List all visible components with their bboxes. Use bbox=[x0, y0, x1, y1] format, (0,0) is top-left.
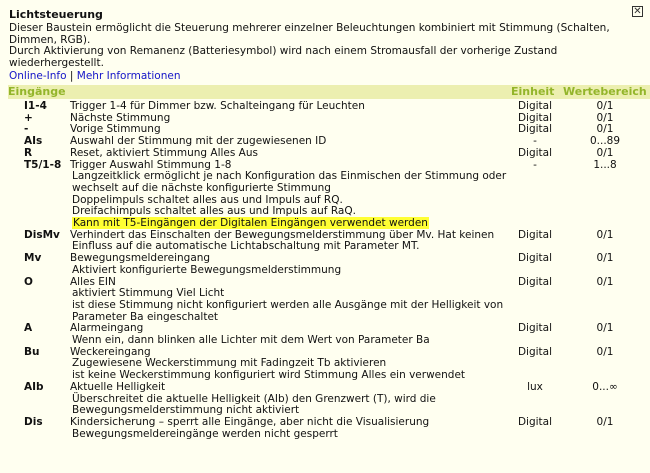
description-line: Dieser Baustein ermöglicht die Steuerung mehrerer einzelner Beleuchtungen kombiniert mit Stimmung (Schalten, bbox=[9, 22, 610, 34]
online-info-link[interactable]: Online-Info bbox=[9, 70, 67, 82]
panel-title: Lichtsteuerung bbox=[9, 8, 103, 21]
description-line: wiederhergestellt. bbox=[9, 57, 104, 70]
unit-cell: Digital bbox=[517, 275, 553, 288]
description-line bbox=[70, 265, 510, 277]
input-description bbox=[70, 277, 510, 324]
unit-cell: Digital bbox=[517, 345, 553, 358]
description-text: Bewegungsmeldereingänge werden nicht gesperrt bbox=[72, 427, 338, 440]
description-line: Dimmen, RGB). bbox=[9, 33, 91, 46]
highlighted-text: Kann mit T5-Eingängen der Digitalen Eingängen verwendet werden bbox=[73, 217, 428, 230]
input-code: Mv bbox=[24, 252, 42, 265]
unit-cell: Digital bbox=[517, 252, 553, 265]
range-cell: 0/1 bbox=[596, 111, 614, 124]
input-description bbox=[70, 417, 510, 440]
description-text: Trigger Auswahl Stimmung 1-8 bbox=[70, 158, 232, 171]
unit-cell: Digital bbox=[517, 123, 553, 136]
range-cell: 0/1 bbox=[596, 228, 614, 241]
range-cell: 0/1 bbox=[596, 146, 614, 159]
input-code: AIs bbox=[24, 135, 43, 148]
link-separator: | bbox=[69, 70, 74, 82]
unit-cell: Digital bbox=[517, 415, 553, 428]
table-header bbox=[8, 85, 650, 99]
description-text: Bewegungsmeldereingang bbox=[70, 252, 211, 265]
input-description bbox=[70, 323, 510, 346]
input-code: T5/1-8 bbox=[24, 158, 62, 171]
input-code: DisMv bbox=[24, 228, 60, 241]
description-text: Kindersicherung – sperrt alle Eingänge, aber nicht die Visualisierung bbox=[70, 415, 430, 428]
table-row bbox=[0, 347, 650, 382]
description-text: Aktiviert konfigurierte Bewegungsmelderstimmung bbox=[72, 263, 342, 276]
unit-cell: Digital bbox=[517, 322, 553, 335]
unit-cell: Digital bbox=[517, 146, 553, 159]
header-unit: Einheit bbox=[511, 85, 555, 98]
description-text: Zugewiesene Weckerstimmung mit Fadingzeit Tb aktivieren bbox=[72, 357, 387, 370]
range-cell: 0/1 bbox=[596, 275, 614, 288]
input-description bbox=[70, 382, 510, 417]
link-bar bbox=[9, 70, 181, 82]
input-description bbox=[70, 347, 510, 382]
range-cell: 1...8 bbox=[593, 158, 617, 171]
input-description bbox=[70, 160, 510, 230]
table-row bbox=[0, 323, 650, 346]
more-info-link[interactable]: Mehr Informationen bbox=[76, 70, 181, 82]
table-row bbox=[0, 230, 650, 253]
description-text: wechselt auf die nächste konfigurierte Stimmung bbox=[72, 181, 331, 194]
range-cell: 0/1 bbox=[596, 345, 614, 358]
input-description bbox=[70, 230, 510, 253]
input-code: I1-4 bbox=[24, 100, 47, 112]
description-text: ist keine Weckerstimmung konfiguriert wird Stimmung Alles ein verwendet bbox=[72, 369, 466, 382]
input-code: AIb bbox=[24, 380, 44, 393]
input-code: + bbox=[24, 111, 33, 124]
description-text: Weckereingang bbox=[70, 345, 151, 358]
description-text: Einfluss auf die automatische Lichtabschaltung mit Parameter MT. bbox=[72, 240, 420, 253]
description-text: Nächste Stimmung bbox=[70, 111, 171, 124]
header-range: Wertebereich bbox=[563, 85, 647, 98]
description-text: Dreifachimpuls schaltet alles aus und Impuls auf RaQ. bbox=[72, 205, 356, 218]
input-code: O bbox=[24, 275, 33, 288]
description-text: Aktuelle Helligkeit bbox=[70, 380, 166, 393]
range-cell: 0/1 bbox=[596, 252, 614, 265]
description bbox=[9, 23, 639, 70]
range-cell: 0/1 bbox=[596, 100, 614, 112]
range-cell: 0/1 bbox=[596, 322, 614, 335]
description-text: Trigger 1-4 für Dimmer bzw. Schalteingang für Leuchten bbox=[70, 100, 365, 112]
table-row bbox=[0, 160, 650, 230]
description-text: Auswahl der Stimmung mit der zugewiesenen ID bbox=[70, 135, 327, 148]
description-text: Verhindert das Einschalten der Bewegungsmelderstimmung über Mv. Hat keinen bbox=[70, 228, 495, 241]
table-row bbox=[0, 382, 650, 417]
description-text: ist diese Stimmung nicht konfiguriert werden alle Ausgänge mit der Helligkeit von bbox=[72, 298, 504, 311]
unit-cell: Digital bbox=[517, 111, 553, 124]
description-text: Überschreitet die aktuelle Helligkeit (AIb) den Grenzwert (T), wird die bbox=[72, 392, 436, 405]
table-row bbox=[0, 277, 650, 324]
description-text: Langzeitklick ermöglicht je nach Konfiguration das Einmischen der Stimmung oder bbox=[72, 170, 507, 183]
description-text: Parameter Ba eingeschaltet bbox=[72, 310, 219, 323]
input-code: R bbox=[24, 146, 33, 159]
unit-cell: Digital bbox=[517, 228, 553, 241]
input-description bbox=[70, 253, 510, 276]
description-text: Doppelimpuls schaltet alles aus und Impuls auf RQ. bbox=[72, 193, 343, 206]
unit-cell: - bbox=[533, 135, 537, 148]
description-line: Durch Aktivierung von Remanenz (Batteriesymbol) wird nach einem Stromausfall der vorherige Zustand bbox=[9, 45, 558, 58]
description-text: Alarmeingang bbox=[70, 322, 144, 335]
description-text: Alles EIN bbox=[70, 275, 116, 288]
range-cell: 0/1 bbox=[596, 415, 614, 428]
close-icon[interactable]: ✕ bbox=[633, 6, 642, 17]
description-text: Bewegungsmelderstimmung nicht aktiviert bbox=[72, 404, 300, 417]
table-row bbox=[0, 417, 650, 440]
header-inputs: Eingänge bbox=[8, 85, 66, 98]
range-cell: 0...89 bbox=[589, 135, 621, 148]
description-text: Vorige Stimmung bbox=[70, 123, 161, 136]
table-row bbox=[0, 253, 650, 276]
input-code: Dis bbox=[24, 415, 43, 428]
unit-cell: Digital bbox=[517, 100, 553, 112]
input-code: - bbox=[24, 123, 29, 136]
unit-cell: - bbox=[533, 158, 537, 171]
description-line bbox=[70, 429, 510, 441]
inputs-table bbox=[0, 101, 650, 440]
description-text: aktiviert Stimmung Viel Licht bbox=[72, 287, 225, 300]
description-text: Wenn ein, dann blinken alle Lichter mit dem Wert von Parameter Ba bbox=[72, 334, 430, 347]
input-code: Bu bbox=[24, 345, 40, 358]
range-cell: 0...∞ bbox=[592, 380, 618, 393]
unit-cell: lux bbox=[527, 380, 543, 393]
input-code: A bbox=[24, 322, 33, 335]
description-text: Reset, aktiviert Stimmung Alles Aus bbox=[70, 146, 258, 159]
range-cell: 0/1 bbox=[596, 123, 614, 136]
